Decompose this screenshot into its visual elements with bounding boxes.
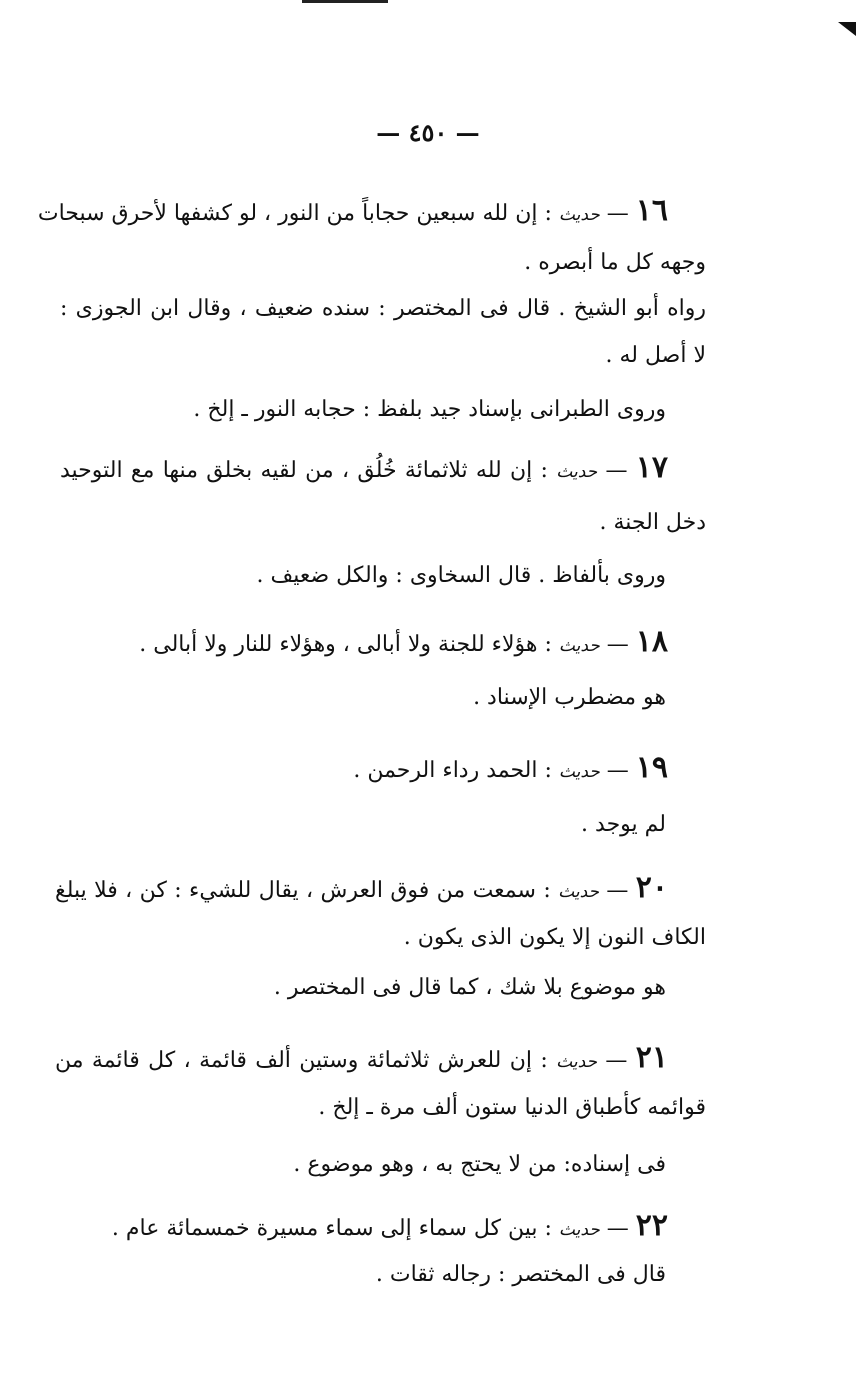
entry-21-line-1 [55, 1040, 668, 1076]
entry-18-line-1 [139, 624, 668, 660]
hadith-keyword: حديث [558, 205, 600, 225]
entry-number: ١٧ [635, 450, 668, 485]
entry-19-comment-1: لم يوجد . [581, 812, 666, 837]
entry-20-comment-1: هو موضوع بلا شك ، كما قال فى المختصر . [273, 975, 666, 1000]
entry-dash: — [599, 758, 636, 783]
entry-dash: — [599, 878, 636, 903]
hadith-text: : إن لله ثلاثمائة خُلُق ، من لقيه بخلق منها مع التوحيد [60, 458, 557, 483]
entry-number: ٢٢ [635, 1208, 668, 1243]
hadith-keyword: حديث [558, 762, 600, 782]
entry-16-line-2: وجهه كل ما أبصره . [524, 250, 706, 275]
hadith-keyword: حديث [556, 462, 598, 482]
entry-dash: — [597, 1048, 636, 1073]
hadith-keyword: حديث [558, 882, 599, 902]
entry-18-comment-1: هو مضطرب الإسناد . [473, 685, 666, 710]
hadith-text: : إن لله سبعين حجاباً من النور ، لو كشفها لأحرق سبحات [37, 201, 559, 226]
entry-dash: — [599, 632, 636, 657]
entry-21-comment-1: فى إسناده: من لا يحتج به ، وهو موضوع . [293, 1152, 666, 1177]
corner-mark [838, 22, 856, 36]
entry-number: ١٦ [635, 193, 668, 228]
entry-16-comment-1: رواه أبو الشيخ . قال فى المختصر : سنده ضعيف ، وقال ابن الجوزى : [60, 296, 706, 321]
entry-19-line-1 [353, 750, 668, 786]
hadith-keyword: حديث [558, 1220, 600, 1240]
hadith-text: : هؤلاء للجنة ولا أبالى ، وهؤلاء للنار ولا أبالى . [139, 632, 559, 657]
top-rule [302, 0, 388, 3]
hadith-keyword: حديث [556, 1052, 598, 1072]
entry-22-line-1 [112, 1208, 668, 1244]
hadith-text: : سمعت من فوق العرش ، يقال للشيء : كن ، فلا يبلغ [55, 878, 559, 903]
page-number: — ٤٥٠ — [376, 118, 480, 147]
entry-17-line-1 [60, 450, 668, 486]
hadith-text: : الحمد رداء الرحمن . [353, 758, 559, 783]
hadith-keyword: حديث [558, 636, 600, 656]
entry-17-comment-1: وروى بألفاظ . قال السخاوى : والكل ضعيف . [256, 563, 666, 588]
entry-16-comment-3: وروى الطبرانى بإسناد جيد بلفظ : حجابه النور ـ إلخ . [193, 397, 666, 422]
entry-number: ٢١ [635, 1040, 668, 1075]
entry-17-line-2: دخل الجنة . [599, 510, 706, 535]
hadith-text: : بين كل سماء إلى سماء مسيرة خمسمائة عام . [111, 1216, 559, 1241]
hadith-text: : إن للعرش ثلاثمائة وستين ألف قائمة ، كل قائمة من [55, 1048, 557, 1073]
entry-20-line-2: الكاف النون إلا يكون الذى يكون . [403, 925, 706, 950]
entry-dash: — [599, 1216, 636, 1241]
entry-20-line-1 [55, 870, 668, 906]
entry-22-comment-1: قال فى المختصر : رجاله ثقات . [375, 1262, 666, 1287]
entry-number: ٢٠ [635, 870, 668, 905]
entry-number: ١٩ [635, 750, 668, 785]
entry-number: ١٨ [635, 624, 668, 659]
entry-dash: — [597, 458, 636, 483]
entry-21-line-2: قوائمه كأطباق الدنيا ستون ألف مرة ـ إلخ . [318, 1095, 706, 1120]
entry-dash: — [599, 201, 636, 226]
entry-16-line-1 [37, 193, 668, 229]
entry-16-comment-2: لا أصل له . [605, 343, 706, 368]
